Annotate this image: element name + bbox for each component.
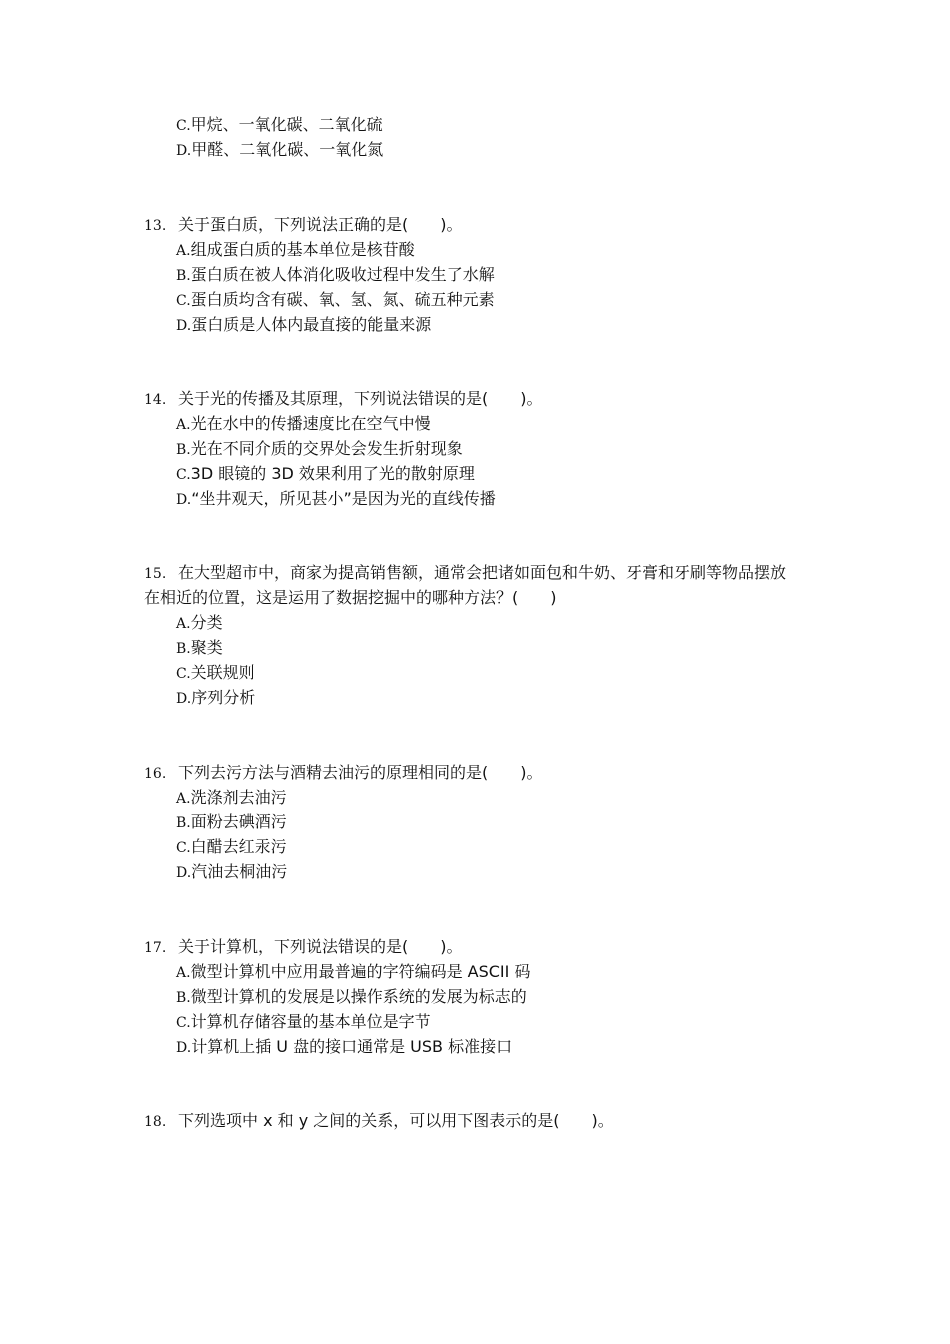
option-d-q12 (176, 139, 383, 162)
question-14-stem (144, 388, 543, 411)
option-letter: B. (176, 990, 191, 1006)
option-text: 蛋白质在被人体消化吸收过程中发生了水解 (190, 265, 495, 284)
option-letter: D. (176, 492, 192, 508)
question-13-option-b (176, 264, 495, 287)
question-text-continued: 在相近的位置，这是运用了数据挖掘中的哪种方法？( ) (144, 588, 557, 607)
option-letter: A. (176, 791, 191, 807)
question-17-option-b (176, 986, 527, 1009)
option-text: 光在水中的传播速度比在空气中慢 (190, 414, 431, 433)
option-text: 关联规则 (190, 663, 255, 682)
question-16-stem (144, 762, 543, 785)
option-text: 汽油去桐油污 (191, 862, 288, 881)
question-13-option-a (176, 239, 415, 262)
option-text: 微型计算机中应用最普遍的字符编码是 ASCII 码 (190, 962, 531, 981)
option-text: “坐井观天，所见甚小”是因为光的直线传播 (191, 489, 496, 508)
question-text: 关于计算机，下列说法错误的是( )。 (178, 937, 463, 956)
option-text: 洗涤剂去油污 (190, 788, 287, 807)
option-text: 微型计算机的发展是以操作系统的发展为标志的 (190, 987, 527, 1006)
option-letter: B. (176, 641, 191, 657)
option-c-q12 (176, 114, 383, 137)
question-15-option-b (176, 637, 223, 660)
option-text: 序列分析 (191, 688, 256, 707)
option-letter: B. (176, 815, 191, 831)
option-letter: C. (176, 666, 191, 682)
option-text: 甲烷、一氧化碳、二氧化硫 (190, 115, 383, 134)
question-text: 关于蛋白质，下列说法正确的是( )。 (178, 215, 463, 234)
question-16-option-c (176, 836, 287, 859)
question-15-option-c (176, 662, 255, 685)
question-13-option-d (176, 314, 431, 337)
question-17-option-c (176, 1011, 431, 1034)
question-14-option-b (176, 438, 463, 461)
option-text: 光在不同介质的交界处会发生折射现象 (190, 439, 463, 458)
question-15-option-a (176, 612, 223, 635)
option-text: 组成蛋白质的基本单位是核苷酸 (190, 240, 415, 259)
option-text: 蛋白质均含有碳、氧、氢、氮、硫五种元素 (190, 290, 495, 309)
option-text: 甲醛、二氧化碳、一氧化氮 (191, 140, 384, 159)
question-17-option-a (176, 961, 530, 984)
option-text: 3D 眼镜的 3D 效果利用了光的散射原理 (190, 464, 475, 483)
question-16-option-a (176, 787, 287, 810)
question-text: 在大型超市中，商家为提高销售额，通常会把诸如面包和牛奶、牙膏和牙刷等物品摆放 (178, 563, 787, 582)
option-text: 分类 (190, 613, 223, 632)
question-17-option-d (176, 1036, 512, 1059)
option-letter: C. (176, 467, 191, 483)
question-text: 下列去污方法与酒精去油污的原理相同的是( )。 (178, 763, 543, 782)
question-number: 15. (144, 566, 167, 582)
option-letter: D. (176, 1040, 192, 1056)
question-number: 17. (144, 940, 167, 956)
option-text: 计算机上插 U 盘的接口通常是 USB 标准接口 (191, 1037, 513, 1056)
option-text: 蛋白质是人体内最直接的能量来源 (191, 315, 432, 334)
question-16-option-d (176, 861, 287, 884)
option-letter: A. (176, 616, 191, 632)
option-letter: C. (176, 1015, 191, 1031)
option-letter: A. (176, 965, 191, 981)
question-number: 16. (144, 766, 167, 782)
question-14-option-d (176, 488, 496, 511)
question-13-stem (144, 214, 463, 237)
option-letter: C. (176, 840, 191, 856)
option-letter: C. (176, 293, 191, 309)
option-letter: C. (176, 118, 191, 134)
option-letter: D. (176, 143, 192, 159)
option-text: 计算机存储容量的基本单位是字节 (190, 1012, 431, 1031)
option-text: 面粉去碘酒污 (190, 812, 287, 831)
question-13-option-c (176, 289, 495, 312)
question-17-stem (144, 936, 463, 959)
question-16-option-b (176, 811, 287, 834)
question-text: 下列选项中 x 和 y 之间的关系，可以用下图表示的是( )。 (178, 1111, 614, 1130)
question-14-option-a (176, 413, 431, 436)
option-letter: B. (176, 442, 191, 458)
option-letter: D. (176, 865, 192, 881)
option-text: 白醋去红汞污 (190, 837, 287, 856)
option-letter: D. (176, 318, 192, 334)
option-text: 聚类 (190, 638, 223, 657)
question-number: 18. (144, 1114, 167, 1130)
question-number: 14. (144, 392, 167, 408)
question-number: 13. (144, 218, 167, 234)
question-14-option-c (176, 463, 475, 486)
question-18-stem (144, 1110, 614, 1133)
question-15-stem-line2 (144, 587, 557, 609)
question-15-stem (144, 562, 786, 585)
option-letter: A. (176, 243, 191, 259)
question-15-option-d (176, 687, 255, 710)
option-letter: D. (176, 691, 192, 707)
option-letter: A. (176, 417, 191, 433)
option-letter: B. (176, 268, 191, 284)
question-text: 关于光的传播及其原理，下列说法错误的是( )。 (178, 389, 543, 408)
